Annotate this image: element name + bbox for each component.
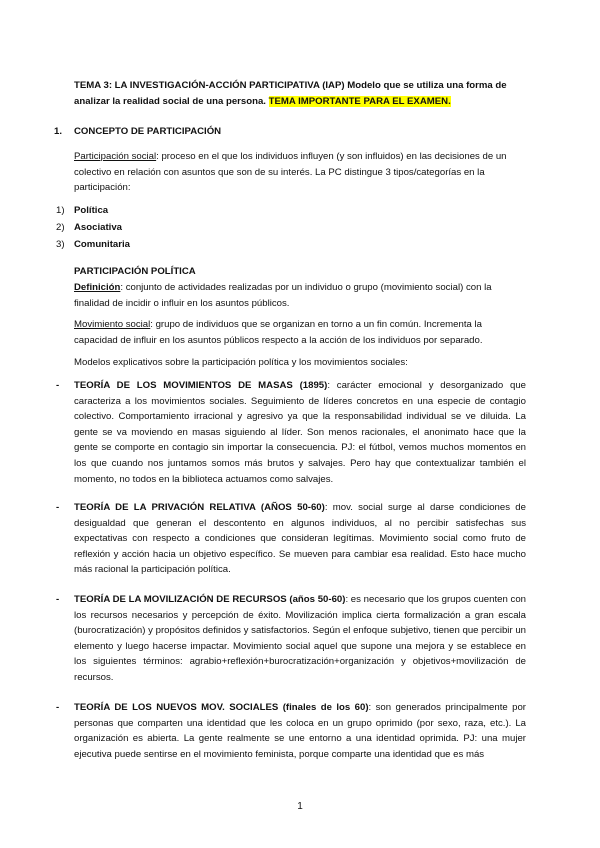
section-heading-participacion bbox=[54, 124, 221, 140]
list-item: 3) Comunitaria bbox=[56, 238, 130, 250]
title-text: TEMA 3: LA INVESTIGACIÓN-ACCIÓN PARTICIPATIVA (IAP) Modelo que se utiliza una forma de analizar la realidad social de una persona. bbox=[74, 80, 507, 107]
section-title: CONCEPTO DE PARTICIPACIÓN bbox=[74, 126, 222, 137]
theory-name: TEORÍA DE LOS MOVIMIENTOS DE MASAS (1895) bbox=[74, 380, 328, 391]
movimiento-social-term: Movimiento social bbox=[74, 319, 151, 330]
participacion-social-paragraph bbox=[74, 149, 526, 196]
participacion-social-text: : proceso en el que los individuos influyen (y son influidos) en las decisiones de un colectivo en relación con asuntos que son de su interés. La PC distingue 3 tipos/categorías en la participación: bbox=[74, 151, 507, 194]
theory-text: : es necesario que los grupos cuenten con los recursos necesarios y percepción de éxito. Movilización implica cierta formalización a gran escala (burocratización) y propósitos definidos y satisfactorios. Según el enfoque subjetivo, tienen que percibir un elemento y luego hacerse impactar. Movimiento social aquel que supone una mejora y se establece en los siguientes términos: agrabio+reflexión+burocratización+organización y objetivos+movilización de recursos. bbox=[74, 594, 526, 683]
exam-highlight: TEMA IMPORTANTE PARA EL EXAMEN. bbox=[268, 96, 451, 107]
participacion-politica-heading: PARTICIPACIÓN POLÍTICA bbox=[74, 266, 196, 277]
models-intro: Modelos explicativos sobre la participación política y los movimientos sociales: bbox=[74, 357, 408, 368]
movimiento-social-text: : grupo de individuos que se organizan en torno a un fin común. Incrementa la capacidad de influir en los asuntos públicos respecto a la acción de los individuos por separado. bbox=[74, 319, 483, 346]
list-item: 1) Política bbox=[56, 205, 109, 216]
page-number: 1 bbox=[297, 801, 303, 812]
document-title bbox=[74, 78, 526, 110]
theory-text: : carácter emocional y desorganizado que caracteriza a los movimientos sociales. Seguimiento de líderes concretos en una especie de contagio colectivo. Comportamiento irracional y agresivo ya que la responsabilidad individual se ve diluida. La gente se va moviendo en masas siguiendo al líder. Son menos racionales, el anonimato hace que la gente se comporte en contagio sin importar la consecuencia. PJ: el fútbol, vemos muchos momentos en los que cuando nos juntamos somos más brutos y salvajes. Pero hay que contextualizar también el momento, no todos en la biblioteca actuamos como salvajes. bbox=[74, 380, 527, 485]
list-item: 2) Asociativa bbox=[56, 221, 122, 233]
theory-name: TEORÍA DE LA PRIVACIÓN RELATIVA (AÑOS 50-60) bbox=[74, 502, 325, 513]
theory-item-masas: - TEORÍA DE LOS MOVIMIENTOS DE MASAS (1895): carácter emocional y desorganizado que caracteriza a los movimientos sociales. Seguimiento de líderes concretos en una especie de contagio colectivo. Comportamiento irracional y agresivo ya que la responsabilidad individual se ve diluida. La gente se va moviendo en masas siguiendo al líder. Son menos racionales, el anonimato hace que la gente se comporte en contagio sin importar la consecuencia. PJ: el fútbol, vemos muchos momentos en los que cuando nos juntamos somos más brutos y salvajes. Pero hay que contextualizar también el momento, no todos en la biblioteca actuamos como salvajes. bbox=[56, 380, 527, 485]
movimiento-social-paragraph bbox=[74, 317, 526, 348]
definicion-term: Definición bbox=[74, 282, 121, 293]
theory-text: : son generados principalmente por personas que comparten una identidad que les coloca en un grupo oprimido (por sexo, raza, etc.). La organización es abierta. La gente realmente se une entorno a una identidad oprimida. PJ: una mujer ejecutiva puede sentirse en el movimiento feminista, porque comparte una identidad que es más bbox=[74, 702, 526, 760]
definicion-paragraph bbox=[74, 280, 526, 311]
theory-item-privacion: - TEORÍA DE LA PRIVACIÓN RELATIVA (AÑOS 50-60): mov. social surge al darse condiciones de desigualdad que generan el descontento en algunos individuos, al no percibir satisfechas sus expectativas con respecto a condiciones que consideran legítimas. Movimiento social como fruto de reflexión y acción hacia un objetivo específico. Se mueven para cambiar esa realidad. Esto hace mucho más racional la participación política. bbox=[56, 502, 526, 576]
theory-name: TEORÍA DE LOS NUEVOS MOV. SOCIALES (finales de los 60) bbox=[74, 702, 369, 713]
section-number: 1. bbox=[54, 126, 63, 137]
participation-types-list bbox=[56, 203, 130, 253]
definicion-text: : conjunto de actividades realizadas por un individuo o grupo (movimiento social) con la finalidad de incidir o influir en los asuntos públicos. bbox=[74, 282, 492, 309]
participacion-social-term: Participación social bbox=[74, 151, 157, 162]
theory-item-nuevos-mov: - TEORÍA DE LOS NUEVOS MOV. SOCIALES (finales de los 60): son generados principalmente por personas que comparten una identidad que les coloca en un grupo oprimido (por sexo, raza, etc.). La organización es abierta. La gente realmente se une entorno a una identidad oprimida. PJ: una mujer ejecutiva puede sentirse en el movimiento feminista, porque comparte una identidad que es más bbox=[56, 702, 526, 760]
theory-item-recursos: - TEORÍA DE LA MOVILIZACIÓN DE RECURSOS (años 50-60): es necesario que los grupos cuenten con los recursos necesarios y percepción de éxito. Movilización implica cierta formalización a gran escala (burocratización) y propósitos definidos y satisfactorios. Según el enfoque subjetivo, tienen que percibir un elemento y luego hacerse impactar. Movimiento social aquel que supone una mejora y se establece en los siguientes términos: agrabio+reflexión+burocratización+organización y objetivos+movilización de recursos. bbox=[56, 594, 526, 683]
theory-name: TEORÍA DE LA MOVILIZACIÓN DE RECURSOS (años 50-60) bbox=[74, 594, 346, 605]
theory-text: : mov. social surge al darse condiciones de desigualdad que generan el descontento en algunos individuos, al no percibir satisfechas sus expectativas con respecto a condiciones que consideran legítimas. Movimiento social como fruto de reflexión y acción hacia un objetivo específico. Se mueven para cambiar esa realidad. Esto hace mucho más racional la participación política. bbox=[74, 502, 526, 576]
